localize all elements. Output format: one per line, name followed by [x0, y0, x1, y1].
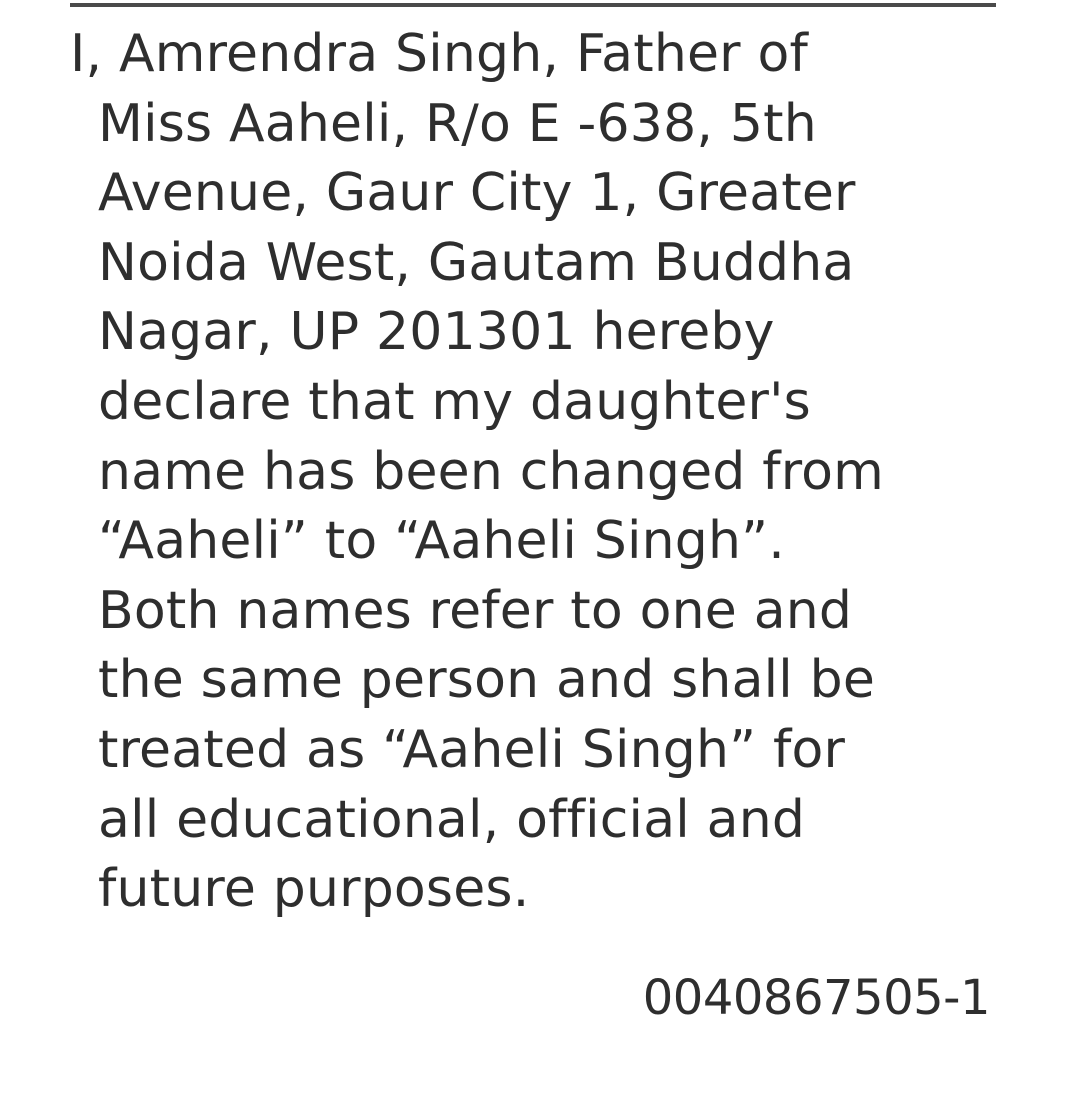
notice-line: treated as “Aaheli Singh” for — [98, 719, 846, 780]
notice-line: name has been changed from — [98, 441, 885, 502]
top-divider-rule — [70, 3, 996, 7]
notice-line: Both names refer to one and — [98, 580, 853, 641]
notice-line: “Aaheli” to “Aaheli Singh”. — [98, 511, 786, 572]
notice-line: Avenue, Gaur City 1, Greater — [98, 163, 856, 224]
notice-line: the same person and shall be — [98, 650, 876, 711]
notice-line: Noida West, Gautam Buddha — [98, 232, 855, 293]
notice-line: Miss Aaheli, R/o E -638, 5th — [98, 93, 817, 154]
notice-line: declare that my daughter's — [98, 371, 811, 432]
notice-body — [70, 20, 1018, 925]
notice-line: all educational, official and — [98, 789, 806, 850]
reference-number: 0040867505-1 — [642, 970, 990, 1026]
notice-line: I, Amrendra Singh, Father of — [70, 24, 808, 84]
notice-line: Nagar, UP 201301 hereby — [98, 302, 775, 363]
notice-line: future purposes. — [98, 859, 530, 920]
